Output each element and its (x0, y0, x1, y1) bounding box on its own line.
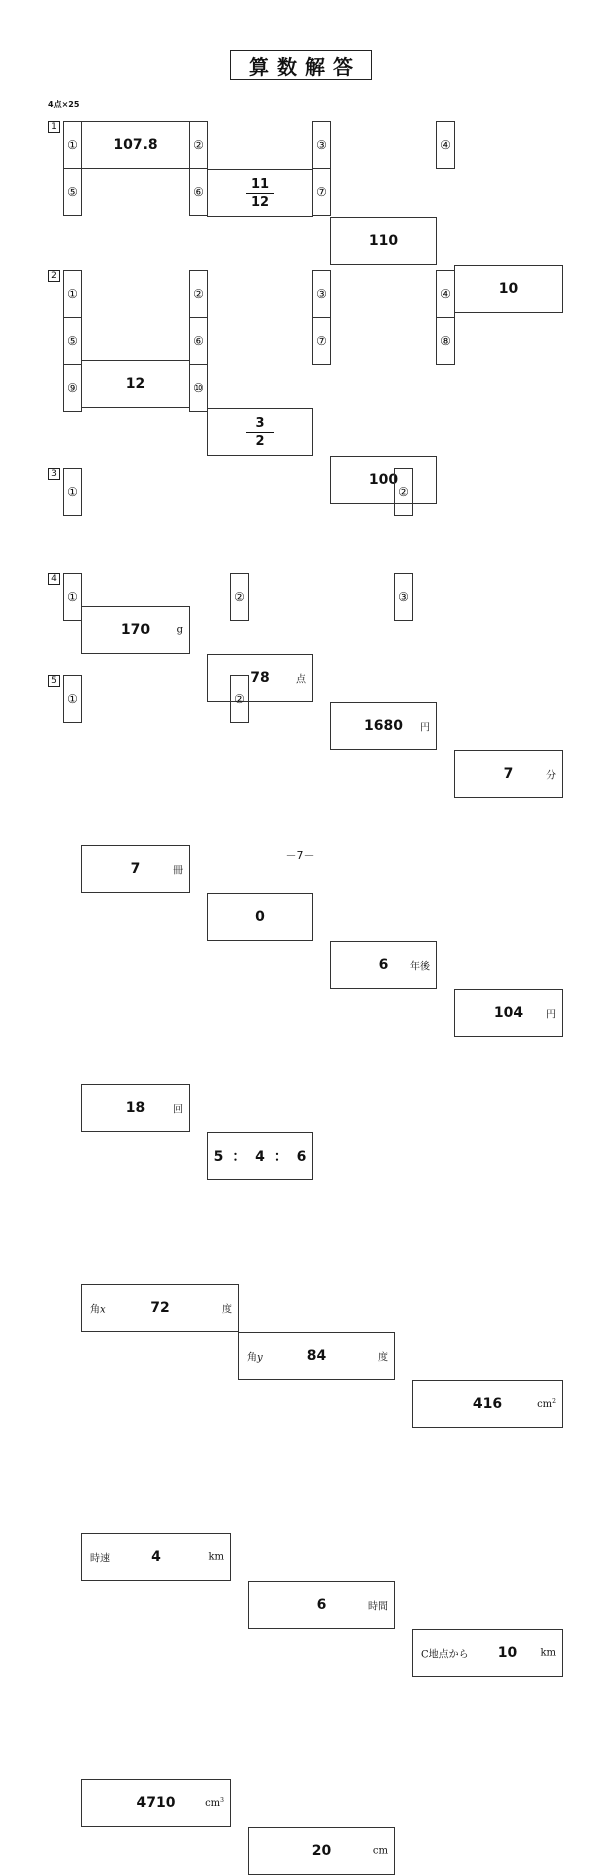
s1-q6-denominator: 2 (255, 433, 265, 449)
s5-q1-value: 4710 (136, 1795, 176, 1811)
s2-q4-answer (454, 750, 563, 798)
s1-q2-label: ② (189, 121, 208, 169)
s2-q8-label: ⑧ (436, 317, 455, 365)
s2-q9-value: 18 (125, 1100, 146, 1116)
s2-q3-value: 1680 (364, 718, 403, 734)
s2-q3-label: ③ (312, 270, 331, 318)
s2-q10-answer (207, 1132, 313, 1180)
fraction-bar (246, 193, 274, 194)
s5-q2-unit: cm (372, 1845, 388, 1857)
s2-q3-unit: 円 (420, 722, 430, 734)
s1-q6-answer (207, 408, 313, 456)
s2-q2-value: 78 (250, 670, 270, 686)
s4-q2-unit: 時間 (368, 1601, 388, 1613)
s2-q9-label: ⑨ (63, 364, 82, 412)
s5-q2-label: ② (230, 675, 249, 723)
s2-q1-unit: g (176, 624, 183, 636)
s3-q2-value: 416 (472, 1396, 503, 1412)
s4-q3-unit: km (540, 1647, 556, 1659)
s1-q5-answer (81, 360, 190, 408)
s2-q6-value: 0 (255, 909, 265, 925)
s1-q2-numerator: 11 (250, 176, 270, 192)
s1-q7-answer (330, 456, 437, 504)
s2-q3-answer (330, 702, 437, 750)
s4-q1-unit: km (208, 1551, 224, 1563)
s2-q1-label: ① (63, 270, 82, 318)
s1-q2-denominator: 12 (250, 194, 270, 210)
s3-angle-y-value: 84 (306, 1348, 327, 1364)
s5-q1-unit: $cm^3$ (205, 1796, 224, 1810)
s5-q1-answer (81, 1779, 231, 1827)
s1-q4-value: 10 (498, 281, 519, 297)
s2-q5-label: ⑤ (63, 317, 82, 365)
s2-q8-unit: 円 (546, 1009, 556, 1021)
fraction-bar (246, 432, 274, 433)
s2-q5-value: 7 (130, 861, 141, 877)
s2-q2-unit: 点 (296, 674, 306, 686)
section-4-number: 4 (48, 573, 60, 585)
s4-q1-answer (81, 1533, 231, 1581)
s4-q3-prefix: C地点から (421, 1649, 469, 1661)
s2-q1-answer (81, 606, 190, 654)
s2-q7-label: ⑦ (312, 317, 331, 365)
s1-q6-fraction (246, 416, 274, 449)
s2-q10-label: ⑩ (189, 364, 208, 412)
s1-q7-value: 100 (368, 472, 399, 488)
s3-angle-y-unit: 度 (378, 1352, 388, 1364)
section-5-number: 5 (48, 675, 60, 687)
s2-q2-label: ② (189, 270, 208, 318)
s2-q1-value: 170 (120, 622, 151, 638)
s1-q2-fraction (246, 177, 274, 210)
s1-q1-label: ① (63, 121, 82, 169)
s4-q2-value: 6 (316, 1597, 327, 1613)
s1-q4-label: ④ (436, 121, 455, 169)
s1-q3-value: 110 (368, 233, 399, 249)
s1-q6-label: ⑥ (189, 168, 208, 216)
s2-q7-answer (330, 941, 437, 989)
s2-q6-label: ⑥ (189, 317, 208, 365)
s3-angle-x-value: 72 (150, 1300, 170, 1316)
s1-q7-label: ⑦ (312, 168, 331, 216)
s3-q2-answer (412, 1380, 563, 1428)
s4-q3-answer (412, 1629, 563, 1677)
s2-q6-answer (207, 893, 313, 941)
s4-q3-value: 10 (497, 1645, 518, 1661)
s3-q1-label: ① (63, 468, 82, 516)
section-2-number: 2 (48, 270, 60, 282)
s1-q2-answer (207, 169, 313, 217)
s2-q4-value: 7 (503, 766, 514, 782)
s2-q2-answer (207, 654, 313, 702)
scoring-note: 4点×25 (48, 100, 80, 109)
s2-q4-label: ④ (436, 270, 455, 318)
s4-q1-prefix: 時速 (90, 1553, 110, 1565)
s2-q10-ratio: 5 ： 4 ： 6 (213, 1149, 307, 1165)
s2-q9-answer (81, 1084, 190, 1132)
s5-q2-answer (248, 1827, 395, 1875)
s3-angle-x-label: 角x (90, 1304, 106, 1316)
s4-q2-label: ② (230, 573, 249, 621)
s5-q1-label: ① (63, 675, 82, 723)
section-3-number: 3 (48, 468, 60, 480)
section-1-number: 1 (48, 121, 60, 133)
s1-q5-label: ⑤ (63, 168, 82, 216)
s2-q9-unit: 回 (173, 1104, 183, 1116)
s2-q8-answer (454, 989, 563, 1037)
s2-q7-unit: 年後 (410, 961, 430, 973)
s1-q3-label: ③ (312, 121, 331, 169)
s3-angle-x-unit: 度 (222, 1304, 232, 1316)
s3-q1-angle-y (238, 1332, 395, 1380)
s5-q2-value: 20 (311, 1843, 332, 1859)
s3-q1-angle-x (81, 1284, 239, 1332)
s2-q4-unit: 分 (546, 770, 556, 782)
page-title: 算数解答 (230, 50, 372, 80)
s4-q2-answer (248, 1581, 395, 1629)
s1-q1-answer (81, 121, 190, 169)
s2-q8-value: 104 (493, 1005, 524, 1021)
s2-q7-value: 6 (378, 957, 389, 973)
s3-angle-y-label: 角y (247, 1352, 263, 1364)
s1-q1-value: 107.8 (113, 137, 158, 153)
s4-q1-label: ① (63, 573, 82, 621)
s4-q1-value: 4 (151, 1549, 161, 1565)
s3-q2-unit: $cm^2$ (537, 1397, 556, 1411)
s1-q5-value: 12 (125, 376, 146, 392)
s1-q3-answer (330, 217, 437, 265)
s1-q6-numerator: 3 (255, 415, 265, 431)
s1-q4-answer (454, 265, 563, 313)
s2-q5-unit: 冊 (173, 865, 183, 877)
s4-q3-label: ③ (394, 573, 413, 621)
page-number: －7－ (285, 849, 315, 862)
s3-q2-label: ② (394, 468, 413, 516)
